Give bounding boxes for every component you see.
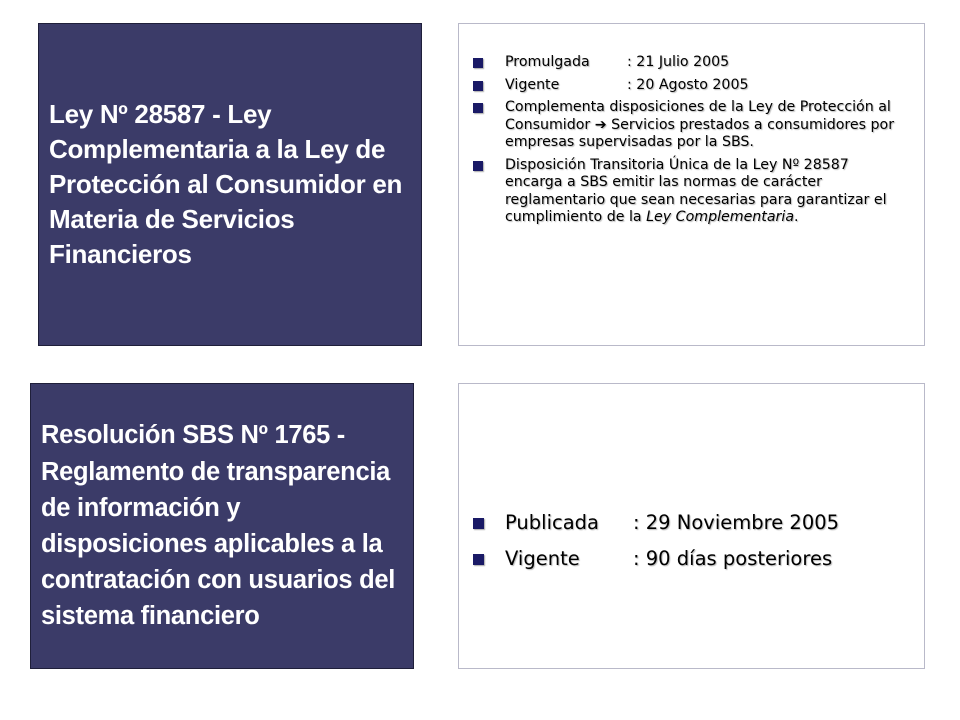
disposicion-text: Disposición Transitoria Única de la Ley Nº 28587 encarga a SBS emitir las normas de carácter reglamentario que sean necesarias para garantizar el cumplimiento de la — [505, 156, 887, 225]
complementa-text: Complementa disposiciones de la Ley de Protección al Consumidor — [505, 99, 891, 133]
law-details-list — [459, 24, 924, 227]
disposicion-period: . — [794, 209, 799, 225]
law-title-panel — [38, 23, 422, 346]
square-bullet-icon — [473, 554, 484, 565]
resolution-details-list — [459, 384, 924, 573]
square-bullet-icon — [473, 58, 483, 68]
publicada-value: : 29 Noviembre 2005 — [633, 511, 840, 534]
square-bullet-icon — [473, 518, 484, 529]
vigente-label: Vigente — [505, 547, 580, 570]
list-item-complementa — [505, 99, 904, 152]
list-item-promulgada — [505, 54, 904, 72]
law-title: Ley Nº 28587 - Ley Complementaria a la Ley de Protección al Consumidor en Materia de Servicios Financieros — [49, 99, 403, 269]
promulgada-label: Promulgada — [505, 54, 590, 70]
square-bullet-icon — [473, 161, 483, 171]
promulgada-value: : 21 Julio 2005 — [627, 54, 730, 70]
resolution-title: Resolución SBS Nº 1765 - Reglamento de transparencia de información y disposiciones aplicables a la contratación con usuarios del sistema financiero — [41, 421, 396, 631]
law-details-panel — [458, 23, 925, 346]
vigente-value: : 90 días posteriores — [633, 547, 833, 570]
resolution-title-panel — [30, 383, 414, 669]
publicada-label: Publicada — [505, 511, 599, 534]
resolution-details-panel — [458, 383, 925, 669]
list-item-disposicion — [505, 157, 904, 227]
vigente-value: : 20 Agosto 2005 — [627, 76, 749, 93]
square-bullet-icon — [473, 103, 483, 113]
list-item-publicada — [505, 509, 904, 537]
ley-complementaria-italic: Ley Complementaria — [646, 209, 795, 225]
list-item-vigente — [505, 545, 904, 573]
complementa-text-continued: Servicios prestados a consumidores por empresas supervisadas por la SBS. — [505, 116, 895, 150]
list-item-vigente — [505, 77, 904, 95]
vigente-label: Vigente — [505, 76, 560, 93]
arrow-right-icon: ➔ — [594, 116, 607, 133]
square-bullet-icon — [473, 81, 483, 91]
